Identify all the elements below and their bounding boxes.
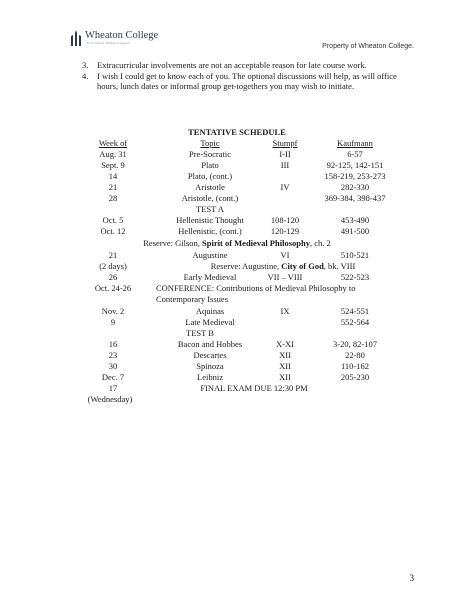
row-week: 23 (108, 350, 118, 360)
row-kaufmann: 92-125, 142-151 (326, 160, 384, 170)
row-topic: Early Medieval (183, 272, 237, 282)
row-topic: Aristotle (195, 182, 225, 192)
row-stumpf: XII (279, 372, 291, 382)
final-exam-row (0, 383, 474, 393)
row-topic: Aquinas (195, 306, 225, 316)
schedule-row (0, 250, 474, 260)
row-topic: Plato, (cont.) (187, 171, 233, 181)
schedule-row (0, 317, 474, 327)
header-topic: Topic (200, 138, 220, 148)
row-kaufmann: 110-162 (340, 361, 370, 371)
test-b-label: TEST B (186, 328, 214, 338)
schedule-row (0, 350, 474, 360)
row-stumpf: IV (280, 182, 290, 192)
row-kaufmann: 491-500 (340, 226, 370, 236)
schedule-header-row (0, 138, 474, 148)
reserve-augustine-row (0, 261, 474, 271)
row-topic: Plato (201, 160, 219, 170)
row-stumpf: IX (280, 306, 290, 316)
row-kaufmann: 552-564 (340, 317, 370, 327)
row-topic: Hellenistic Thought (176, 215, 244, 225)
schedule-row (0, 215, 474, 225)
logo-tagline: Ever Ahead, Wheaton Legacy (87, 41, 131, 45)
reserve-gilson-title: Spirit of Medieval Philosophy (202, 238, 310, 248)
row-stumpf: VII – VIII (267, 272, 303, 282)
list-item-text: I wish I could get to know each of you. The optional discussions will help, as will office hours, lunch dates or informal group get-togethers you may wish to initiate. (97, 70, 397, 92)
row-topic: Augustine (192, 250, 228, 260)
reserve-augustine-title: City of God (281, 261, 324, 271)
header-kaufmann: Kaufmann (337, 138, 373, 148)
row-week: 9 (110, 317, 116, 327)
logo-name: Wheaton College (85, 30, 159, 41)
row-week: Nov. 2 (101, 306, 125, 316)
property-notice: Property of Wheaton College. (322, 43, 414, 50)
wheaton-tower-icon (70, 30, 82, 46)
wednesday-row (0, 394, 474, 404)
row-topic: Leibniz (197, 372, 223, 382)
row-week: 21 (108, 182, 118, 192)
row-week: 21 (108, 250, 118, 260)
row-week: 26 (108, 272, 118, 282)
row-kaufmann: 22-80 (345, 350, 365, 360)
schedule-row (0, 160, 474, 170)
row-kaufmann: 369-384, 398-437 (324, 193, 386, 203)
row-topic: Descartes (193, 350, 227, 360)
row-kaufmann: 6-57 (347, 149, 363, 159)
schedule-row (0, 149, 474, 159)
schedule-row (0, 272, 474, 282)
schedule-row (0, 193, 474, 203)
row-topic: Aristotle, (cont.) (181, 193, 239, 203)
schedule-row (0, 328, 474, 338)
row-week: 14 (108, 171, 118, 181)
row-week: 30 (108, 361, 118, 371)
row-kaufmann: 524-551 (340, 306, 370, 316)
row-stumpf: III (280, 160, 290, 170)
row-kaufmann: 510-521 (340, 250, 370, 260)
schedule-row (0, 361, 474, 371)
row-week: Aug. 31 (99, 149, 127, 159)
row-week: 16 (108, 339, 118, 349)
page-number: 3 (409, 573, 414, 583)
schedule-row (0, 226, 474, 236)
row-kaufmann: 522-523 (340, 272, 370, 282)
row-kaufmann: 453-490 (340, 215, 370, 225)
list-item-text: Extracurricular involvements are not an acceptable reason for late course work. (97, 60, 367, 70)
conference-week: Oct. 24-26 (94, 283, 132, 293)
row-week: 28 (108, 193, 118, 203)
schedule-row (0, 171, 474, 181)
row-topic: Spinoza (196, 361, 224, 371)
schedule-row (0, 372, 474, 382)
list-item (82, 60, 412, 71)
row-stumpf: 108-120 (270, 215, 300, 225)
conference-row-cont (0, 294, 474, 304)
row-week: Sept. 9 (101, 160, 125, 170)
conference-row (0, 283, 474, 293)
schedule-row (0, 339, 474, 349)
conference-line-2: Contemporary Issues (156, 294, 229, 304)
row-stumpf: X-XI (276, 339, 294, 349)
policy-list (82, 60, 412, 92)
schedule-row (0, 204, 474, 214)
row-topic: Pre-Socratic (188, 149, 232, 159)
row-topic: Bacon and Hobbes (177, 339, 243, 349)
reserve-gilson-note: Reserve: Gilson, Spirit of Medieval Philosophy, ch. 2 (143, 238, 331, 248)
row-kaufmann: 282-330 (340, 182, 370, 192)
row-week: Oct. 12 (100, 226, 126, 236)
row-stumpf: I-II (279, 149, 291, 159)
row-topic: Late Medieval (185, 317, 235, 327)
test-a-label: TEST A (196, 204, 224, 214)
header-stumpf: Stumpf (272, 138, 298, 148)
two-days-note: (2 days) (99, 261, 127, 271)
row-kaufmann: 3-20, 82-107 (333, 339, 377, 349)
header-week: Week of (98, 138, 128, 148)
final-exam-note: FINAL EXAM DUE 12:30 PM (200, 383, 308, 393)
row-week: 17 (108, 383, 118, 393)
row-stumpf: XII (279, 361, 291, 371)
row-topic: Hellenistic, (cont.) (178, 226, 242, 236)
conference-line-1: CONFERENCE: Contributions of Medieval Philosophy to (156, 283, 356, 293)
row-stumpf: 120-129 (270, 226, 300, 236)
row-kaufmann: 158-219, 253-273 (324, 171, 386, 181)
reserve-augustine-note: Reserve: Augustine, City of God, bk. VIII (210, 261, 356, 271)
reserve-gilson-row (0, 238, 474, 248)
list-item-number: 4. (82, 70, 89, 81)
wednesday-note: (Wednesday) (87, 394, 133, 404)
wheaton-logo (70, 30, 158, 46)
schedule-row (0, 306, 474, 316)
list-item (82, 71, 412, 92)
schedule-title: TENTATIVE SCHEDULE (188, 127, 286, 137)
row-kaufmann: 205-230 (340, 372, 370, 382)
row-week: Dec. 7 (101, 372, 125, 382)
list-item-number: 3. (82, 60, 89, 70)
row-week: Oct. 5 (102, 215, 124, 225)
schedule-row (0, 182, 474, 192)
row-stumpf: VI (280, 250, 290, 260)
row-stumpf: XII (279, 350, 291, 360)
